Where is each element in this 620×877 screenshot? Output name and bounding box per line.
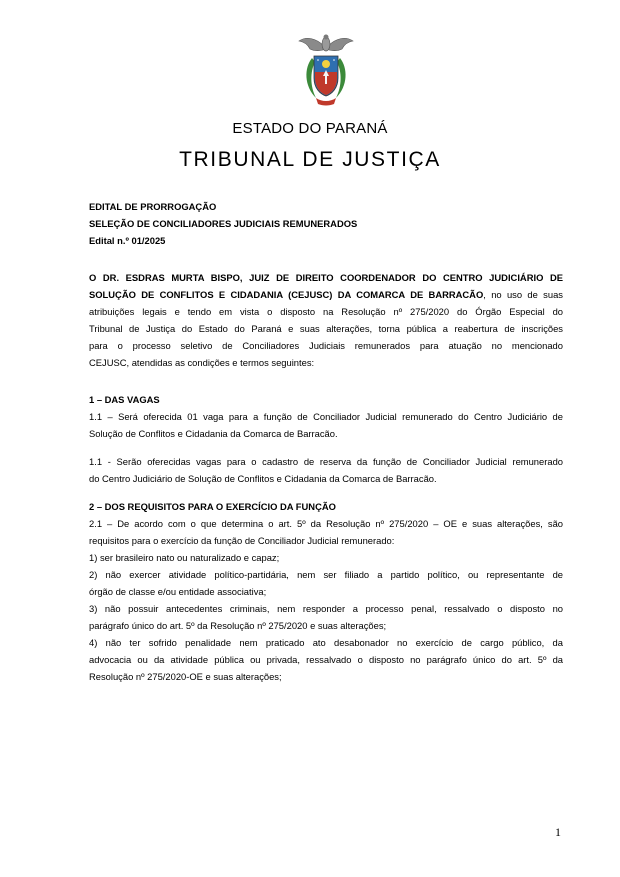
requirement-4-line-2: advocacia ou da atividade pública ou privada, ressalvado o disposto no parágrafo único do art. 5º da [89, 654, 563, 665]
eagle-right-wing [328, 38, 353, 50]
edital-number: Edital n.º 01/2025 [89, 235, 166, 246]
state-heading: ESTADO DO PARANÁ [232, 120, 388, 137]
intro-line-2-bold: SOLUÇÃO DE CONFLITOS E CIDADANIA (CEJUSC) DA COMARCA DE BARRACÃO [89, 289, 484, 300]
court-heading: TRIBUNAL DE JUSTIÇA [179, 148, 441, 171]
intro-line-6: CEJUSC, atendidas as condições e termos seguintes: [89, 357, 315, 368]
requirement-4-line-1: 4) não ter sofrido penalidade nem praticado ato desabonador no exercício de cargo público, da [89, 637, 563, 648]
intro-line-2 [89, 286, 563, 303]
section-1-p2-line-2: do Centro Judiciário de Solução de Conflitos e Cidadania da Comarca de Barracão. [89, 473, 437, 484]
section-2-p1-line-2: requisitos para o exercício da função de Conciliador Judicial remunerado: [89, 535, 395, 546]
section-1-title: 1 – DAS VAGAS [89, 394, 160, 405]
eagle-left-wing [299, 38, 324, 50]
eagle-head [324, 35, 329, 40]
star-dot [333, 59, 335, 61]
intro-line-5: para o processo seletivo de Conciliadores Judiciais remunerados para atuação no mencionado [89, 340, 563, 351]
section-1-p2-line-1: 1.1 - Serão oferecidas vagas para o cadastro de reserva da função de Conciliador Judicial remunerado [89, 456, 563, 467]
parana-coat-of-arms-logo [296, 32, 356, 108]
page-number: 1 [555, 825, 561, 839]
requirement-2-line-2: órgão de classe e/ou entidade associativa; [89, 586, 267, 597]
intro-line-3: atribuições legais e tendo em vista o disposto na Resolução nº 275/2020 do Órgão Especial do [89, 306, 563, 317]
intro-line-4: Tribunal de Justiça do Estado do Paraná e suas alterações, torna pública a reabertura de inscrições [89, 323, 563, 334]
shield-sun [322, 60, 330, 68]
requirement-3-line-2: parágrafo único do art. 5º da Resolução nº 275/2020 e suas alterações; [89, 620, 387, 631]
star-dot [317, 59, 319, 61]
edital-subtitle: SELEÇÃO DE CONCILIADORES JUDICIAIS REMUNERADOS [89, 218, 358, 229]
edital-title: EDITAL DE PRORROGAÇÃO [89, 201, 217, 212]
requirement-4-line-3: Resolução nº 275/2020-OE e suas alterações; [89, 671, 282, 682]
section-1-p1-line-2: Solução de Conflitos e Cidadania da Comarca de Barracão. [89, 428, 338, 439]
intro-line-1: O DR. ESDRAS MURTA BISPO, JUIZ DE DIREITO COORDENADOR DO CENTRO JUDICIÁRIO DE [89, 272, 563, 283]
document-body [89, 198, 563, 685]
intro-line-2-rest: , no uso de suas [483, 289, 563, 300]
section-2-title: 2 – DOS REQUISITOS PARA O EXERCÍCIO DA FUNÇÃO [89, 501, 336, 512]
requirement-2-line-1: 2) não exercer atividade político-partidária, nem ser filiado a partido político, ou representante de [89, 569, 563, 580]
ribbon [316, 98, 336, 106]
requirement-3-line-1: 3) não possuir antecedentes criminais, nem responder a processo penal, ressalvado o disposto no [89, 603, 563, 614]
section-1-p1-line-1: 1.1 – Será oferecida 01 vaga para a função de Conciliador Judicial remunerado do Centro Judiciário de [89, 411, 563, 422]
requirement-1: 1) ser brasileiro nato ou naturalizado e capaz; [89, 552, 280, 563]
section-2-p1-line-1: 2.1 – De acordo com o que determina o art. 5º da Resolução nº 275/2020 – OE e suas alterações, são [89, 518, 563, 529]
